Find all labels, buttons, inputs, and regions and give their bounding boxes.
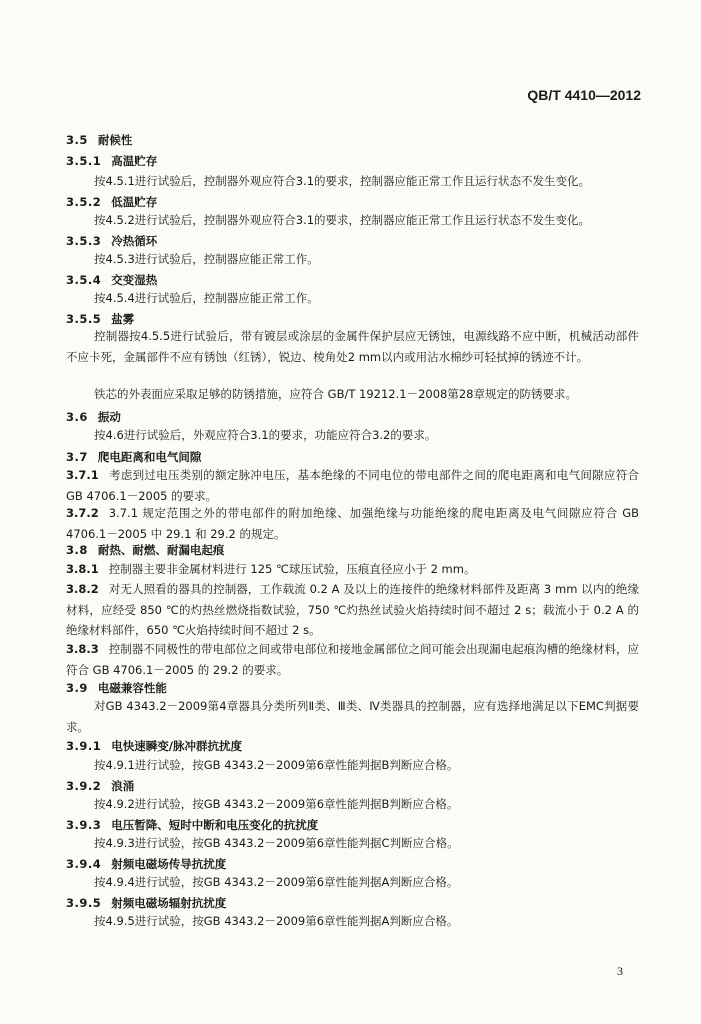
section-3-5-5-paragraph-1: 控制器按4.5.5进行试验后，带有镀层或涂层的金属件保护层应无锈蚀，电源线路不应中断，机械活动部件不应卡死，金属部件不应有锈蚀（红锈），锐边、棱角处2 mm以内或用沾水棉纱可轻拭掉的锈迹不计。 — [66, 329, 639, 364]
section-3-8-3-paragraph — [66, 639, 639, 680]
section-3-9-text: 对GB 4343.2－2009第4章器具分类所列Ⅱ类、Ⅲ类、Ⅳ类器具的控制器，应有选择地满足以下EMC判据要求。 — [66, 699, 639, 734]
section-3-9-3-heading: 3.9.3 电压暂降、短时中断和电压变化的抗扰度 — [66, 818, 319, 832]
section-3-5-1-heading: 3.5.1 高温贮存 — [66, 154, 158, 168]
section-3-5-2-heading: 3.5.2 低温贮存 — [66, 195, 158, 209]
section-3-5-4-heading: 3.5.4 交变湿热 — [66, 273, 158, 287]
section-3-6-text: 按4.6进行试验后，外观应符合3.1的要求，功能应符合3.2的要求。 — [94, 428, 437, 442]
section-3-9-2-heading: 3.9.2 浪涌 — [66, 779, 135, 793]
section-3-9-heading: 3.9 电磁兼容性能 — [66, 681, 167, 695]
section-3-5-heading: 3.5 耐候性 — [66, 133, 133, 147]
section-3-8-heading: 3.8 耐热、耐燃、耐漏电起痕 — [66, 543, 225, 557]
section-3-5-2-text: 按4.5.2进行试验后，控制器外观应符合3.1的要求，控制器应能正常工作且运行状态不发生变化。 — [94, 213, 591, 227]
section-3-8-1-paragraph — [66, 559, 639, 580]
section-3-7-2-paragraph — [66, 503, 639, 544]
section-3-9-4-text: 按4.9.4进行试验，按GB 4343.2－2009第6章性能判据A判断应合格。 — [94, 875, 459, 889]
section-3-9-4-heading: 3.9.4 射频电磁场传导抗扰度 — [66, 857, 227, 871]
section-3-9-5-text: 按4.9.5进行试验，按GB 4343.2－2009第6章性能判据A判断应合格。 — [94, 914, 459, 928]
section-3-9-3-text: 按4.9.3进行试验，按GB 4343.2－2009第6章性能判据C判断应合格。 — [94, 836, 459, 850]
section-3-9-1-heading: 3.9.1 电快速瞬变/脉冲群抗扰度 — [66, 739, 242, 753]
section-3-8-2-number: 3.8.2 — [66, 582, 99, 596]
section-3-7-heading: 3.7 爬电距离和电气间隙 — [66, 450, 202, 464]
section-3-8-2-text: 对无人照看的器具的控制器，工作载流 0.2 A 及以上的连接件的绝缘材料部件及距离 3 mm 以内的绝缘材料，应经受 850 ℃的灼热丝燃烧指数试验，750 ℃灼热丝试验火焰持续时间不超过 2 s；载流小于 0.2 A 的绝缘材料部件，650 ℃火焰持续时间不超过 2 s。 — [66, 582, 639, 637]
section-3-5-5-heading: 3.5.5 盐雾 — [66, 312, 135, 326]
section-3-7-1-paragraph — [66, 465, 639, 506]
section-3-7-1-text: 考虑到过电压类别的额定脉冲电压，基本绝缘的不同电位的带电部件之间的爬电距离和电气间隙应符合 GB 4706.1－2005 的要求。 — [66, 468, 639, 503]
section-3-5-3-heading: 3.5.3 冷热循环 — [66, 234, 158, 248]
section-3-8-3-text: 控制器不同极性的带电部位之间或带电部位和接地金属部位之间可能会出现漏电起痕沟槽的绝缘材料，应符合 GB 4706.1－2005 的 29.2 的要求。 — [66, 642, 639, 677]
section-3-7-1-number: 3.7.1 — [66, 468, 99, 482]
section-3-8-1-text: 控制器主要非金属材料进行 125 ℃球压试验，压痕直径应小于 2 mm。 — [108, 562, 476, 576]
section-3-6-heading: 3.6 振动 — [66, 410, 121, 424]
section-3-9-2-text: 按4.9.2进行试验，按GB 4343.2－2009第6章性能判据B判断应合格。 — [94, 797, 459, 811]
section-3-9-1-text: 按4.9.1进行试验，按GB 4343.2－2009第6章性能判据B判断应合格。 — [94, 758, 459, 772]
section-3-5-1-text: 按4.5.1进行试验后，控制器外观应符合3.1的要求，控制器应能正常工作且运行状态不发生变化。 — [94, 174, 591, 188]
section-3-7-2-text: 3.7.1 规定范围之外的带电部件的附加绝缘、加强绝缘与功能绝缘的爬电距离及电气间隙应符合 GB 4706.1－2005 中 29.1 和 29.2 的规定。 — [66, 506, 639, 541]
section-3-7-2-number: 3.7.2 — [66, 506, 99, 520]
section-3-5-4-text: 按4.5.4进行试验后，控制器应能正常工作。 — [94, 291, 319, 305]
section-3-8-2-paragraph — [66, 579, 639, 641]
section-3-8-1-number: 3.8.1 — [66, 562, 99, 576]
section-3-5-3-text: 按4.5.3进行试验后，控制器应能正常工作。 — [94, 252, 319, 266]
standard-code: QB/T 4410—2012 — [527, 87, 641, 103]
page-number: 3 — [617, 964, 623, 978]
section-3-8-3-number: 3.8.3 — [66, 642, 99, 656]
section-3-5-5-paragraph-2: 铁芯的外表面应采取足够的防锈措施，应符合 GB/T 19212.1－2008第28章规定的防锈要求。 — [94, 387, 577, 401]
section-3-9-5-heading: 3.9.5 射频电磁场辐射抗扰度 — [66, 896, 227, 910]
